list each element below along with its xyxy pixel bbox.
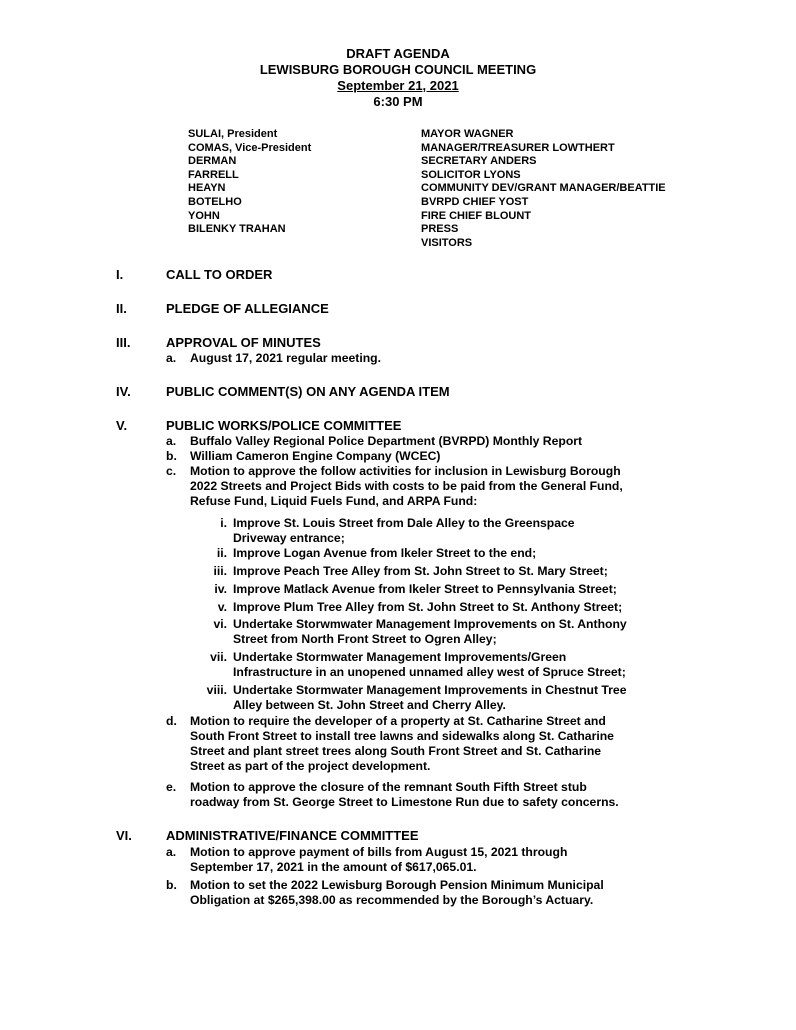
section-title: ADMINISTRATIVE/FINANCE COMMITTEE [166,828,419,843]
item-text-line: Motion to approve payment of bills from August 15, 2021 through [190,845,568,859]
sub-item [220,516,575,546]
item-text-line: Motion to approve the follow activities for inclusion in Lewisburg Borough [190,464,621,478]
council-member: DERMAN [188,155,237,168]
sub-item-number: viii. [206,683,227,697]
sub-item-text: Improve Matlack Avenue from Ikeler Street to Pennsylvania Street; [233,582,617,596]
item-text: William Cameron Engine Company (WCEC) [190,449,441,463]
section-title: PUBLIC WORKS/POLICE COMMITTEE [166,418,402,433]
item-text-line: September 17, 2021 in the amount of $617,065.01. [190,860,477,874]
item-text-line: Motion to require the developer of a property at St. Catharine Street and [190,714,606,728]
sub-item-text: Infrastructure in an unopened unnamed alley west of Spruce Street; [233,665,626,679]
section-public-comment [116,384,716,400]
item-label: b. [166,878,177,892]
meeting-date: September 21, 2021 [337,78,459,93]
official: SOLICITOR LYONS [421,168,521,181]
agenda-item [166,434,726,449]
item-text: Buffalo Valley Regional Police Department (BVRPD) Monthly Report [190,434,583,448]
sub-item-text: Undertake Storwmwater Management Improvements on St. Anthony [233,617,627,631]
section-approval-of-minutes [116,335,716,351]
sub-item-text: Alley between St. John Street and Cherry Alley. [233,698,506,712]
sub-item-text: Improve Plum Tree Alley from St. John Street to St. Anthony Street; [233,600,623,614]
agenda-item [166,780,726,810]
section-call-to-order [116,267,716,283]
meeting-name: LEWISBURG BOROUGH COUNCIL MEETING [259,62,537,77]
section-title: APPROVAL OF MINUTES [166,335,321,350]
item-label: a. [166,351,177,365]
item-label: e. [166,780,177,794]
agenda-item [166,449,726,464]
council-member: FARRELL [188,168,239,181]
item-text-line: Obligation at $265,398.00 as recommended by the Borough’s Actuary. [190,893,594,907]
sub-item-text: Street from North Front Street to Ogren Alley; [233,632,497,646]
council-member: YOHN [188,209,220,222]
agenda-item [166,351,706,366]
sub-item-number: i. [220,516,227,530]
sub-item [217,600,623,615]
section-number: II. [116,301,127,316]
agenda-item [166,714,726,774]
item-text-line: 2022 Streets and Project Bids with costs to be paid from the General Fund, [190,479,623,493]
sub-item [213,564,608,579]
item-text-line: Motion to approve the closure of the remnant South Fifth Street stub [190,780,587,794]
agenda-item [166,878,726,908]
item-label: c. [166,464,177,478]
item-label: d. [166,714,177,728]
sub-item-text: Undertake Stormwater Management Improvements in Chestnut Tree [233,683,627,697]
sub-item [216,546,537,561]
sub-item-number: iv. [214,582,227,596]
item-text: August 17, 2021 regular meeting. [190,351,382,365]
item-text-line: roadway from St. George Street to Limestone Run due to safety concerns. [190,795,619,809]
section-public-works-police [116,418,716,434]
section-number: VI. [116,828,132,843]
section-title: PLEDGE OF ALLEGIANCE [166,301,329,316]
section-administrative-finance [116,828,716,844]
agenda-item [166,464,726,509]
item-text-line: South Front Street to install tree lawns and sidewalks along St. Catharine [190,729,614,743]
official: MAYOR WAGNER [421,128,514,140]
agenda-item [166,845,726,875]
item-text-line: Street as part of the project development. [190,759,431,773]
section-number: V. [116,418,128,433]
sub-item-text: Improve St. Louis Street from Dale Alley to the Greenspace [233,516,575,530]
council-member: HEAYN [188,182,226,195]
sub-item-text: Driveway entrance; [233,531,345,545]
official: PRESS [421,223,459,236]
council-member: BILENKY TRAHAN [188,223,286,236]
official: MANAGER/TREASURER LOWTHERT [421,141,615,154]
sub-item-text: Improve Peach Tree Alley from St. John Street to St. Mary Street; [233,564,608,578]
sub-item-text: Undertake Stormwater Management Improvements/Green [233,650,567,664]
sub-item [210,650,626,680]
official: FIRE CHIEF BLOUNT [421,209,531,222]
section-pledge [116,301,716,317]
agenda-title: DRAFT AGENDA [346,46,450,61]
sub-item [213,617,627,647]
official: BVRPD CHIEF YOST [421,196,529,208]
sub-item-number: vi. [213,617,227,631]
sub-item [214,582,617,597]
sub-item-number: ii. [216,546,227,560]
sub-item-number: vii. [210,650,227,664]
official: COMMUNITY DEV/GRANT MANAGER/BEATTIE [421,182,666,195]
item-label: a. [166,434,177,448]
council-member: BOTELHO [188,196,242,208]
section-number: I. [116,267,124,282]
sub-item-number: v. [217,600,227,614]
sub-item [206,683,627,713]
section-title: CALL TO ORDER [166,267,273,282]
council-member: SULAI, President [188,128,278,140]
council-member: COMAS, Vice-President [188,141,312,154]
meeting-time: 6:30 PM [373,94,423,109]
section-title: PUBLIC COMMENT(S) ON ANY AGENDA ITEM [166,384,450,399]
item-text-line: Refuse Fund, Liquid Fuels Fund, and ARPA Fund: [190,494,478,508]
sub-item-text: Improve Logan Avenue from Ikeler Street to the end; [233,546,537,560]
section-number: IV. [116,384,131,399]
section-number: III. [116,335,131,350]
item-text-line: Motion to set the 2022 Lewisburg Borough Pension Minimum Municipal [190,878,604,892]
sub-item-number: iii. [213,564,227,578]
official: SECRETARY ANDERS [421,155,537,168]
item-label: b. [166,449,177,463]
item-text-line: Street and plant street trees along South Front Street and St. Catharine [190,744,602,758]
official: VISITORS [421,236,473,249]
item-label: a. [166,845,177,859]
